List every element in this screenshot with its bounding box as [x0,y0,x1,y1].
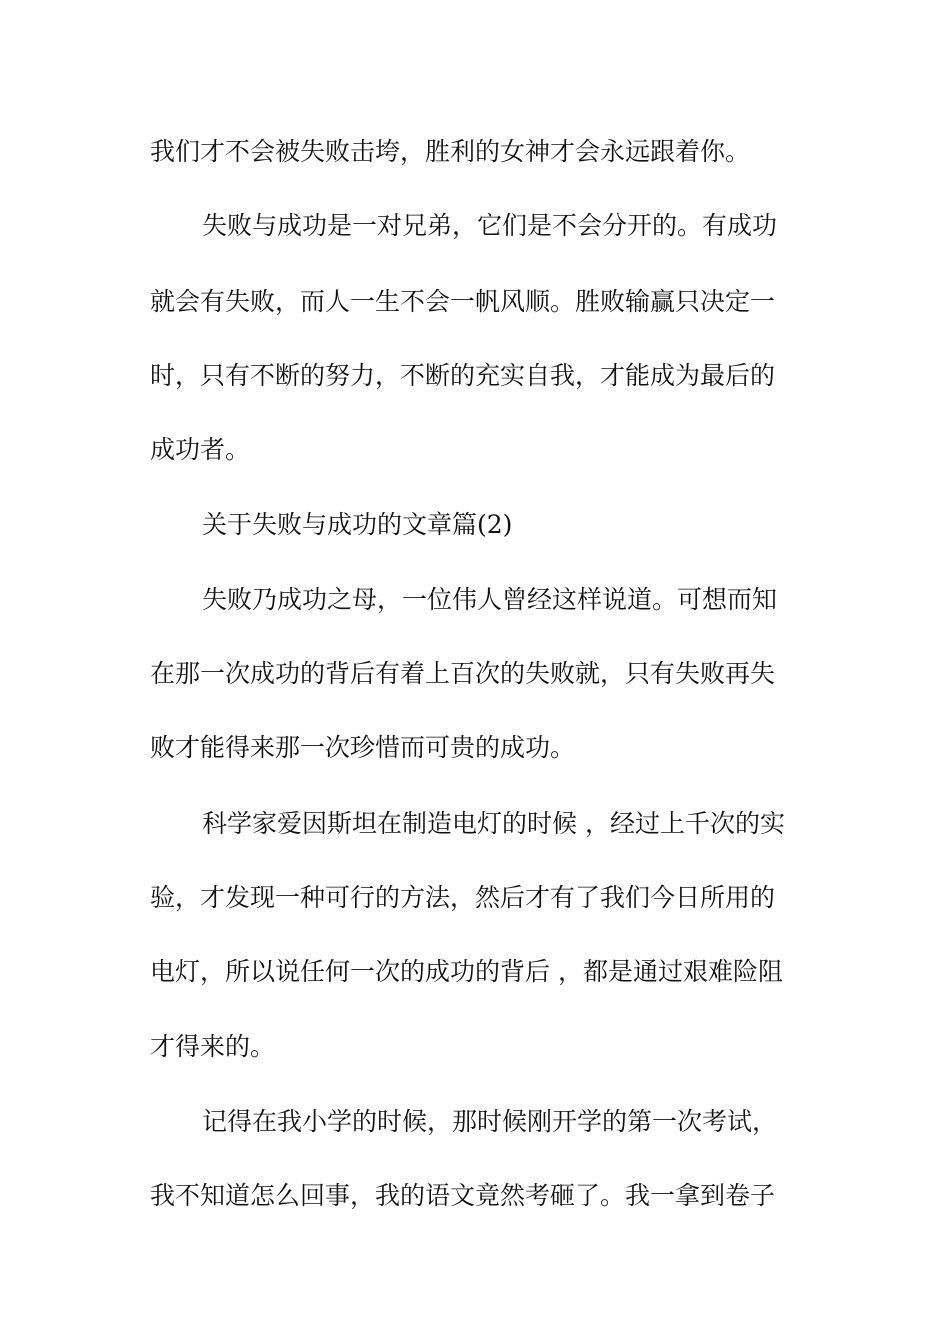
text-line: 在那一次成功的背后有着上百次的失败就，只有失败再失 [150,659,776,688]
text-line: 败才能得来那一次珍惜而可贵的成功。 [150,733,576,762]
text-line: 失败与成功是一对兄弟，它们是不会分开的。有成功 [202,211,778,240]
text-line: 我不知道怎么回事，我的语文竟然考砸了。我一拿到卷子 [150,1181,776,1210]
section-heading: 关于失败与成功的文章篇(2) [202,510,513,539]
text-line: 验，才发现一种可行的方法，然后才有了我们今日所用的 [150,883,776,912]
text-line: 记得在我小学的时候，那时候刚开学的第一次考试， [202,1107,778,1136]
text-line: 失败乃成功之母，一位伟人曾经这样说道。可想而知 [202,585,778,614]
text-line: 我们才不会被失败击垮，胜利的女神才会永远跟着你。 [150,137,751,166]
text-line: 就会有失败，而人一生不会一帆风顺。胜败输赢只决定一 [150,287,776,316]
text-line: 科学家爱因斯坦在制造电灯的时候 ，经过上千次的实 [202,809,785,838]
text-line: 成功者。 [150,435,251,464]
text-line: 时，只有不断的努力，不断的充实自我，才能成为最后的 [150,361,776,390]
text-line: 才得来的。 [150,1032,276,1061]
text-line: 电灯，所以说任何一次的成功的背后 ，都是通过艰难险阻 [150,957,783,986]
